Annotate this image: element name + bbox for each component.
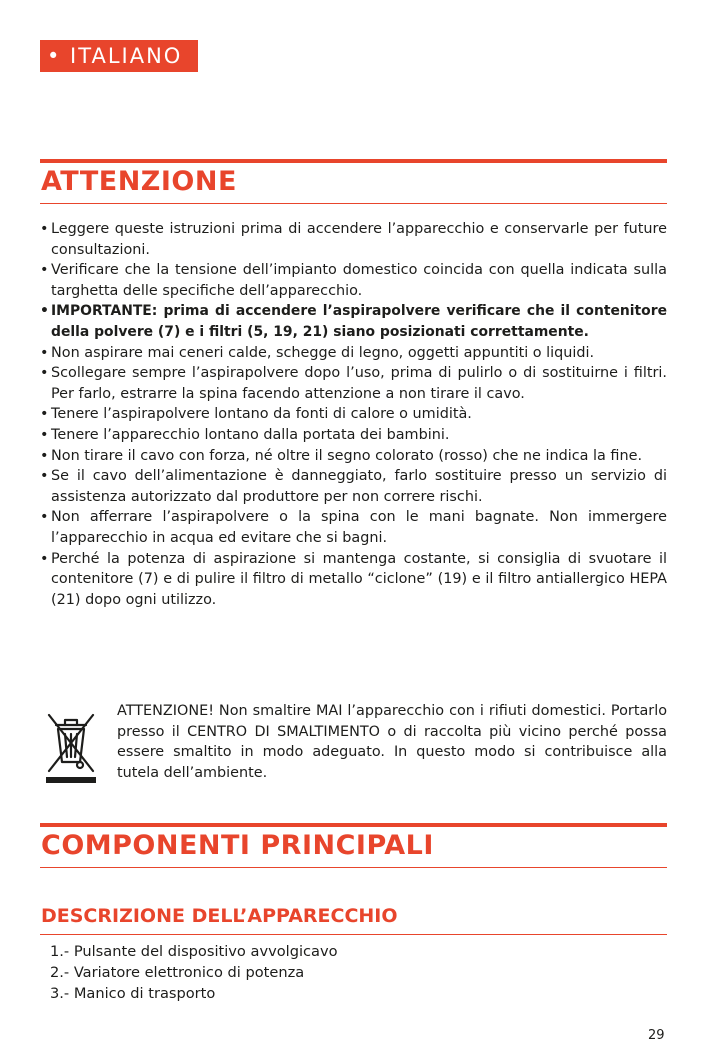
parts-list — [50, 941, 338, 1004]
warning-list — [40, 219, 667, 610]
warning-item: • Non afferrare l’aspirapolvere o la spina con le mani bagnate. Non immergere l’apparecchio in acqua ed evitare che si bagni. — [40, 507, 667, 548]
section-rule-thin — [40, 203, 667, 204]
warning-item: • Tenere l’apparecchio lontano dalla portata dei bambini. — [40, 425, 667, 446]
warning-item: • Non aspirare mai ceneri calde, schegge di legno, oggetti appuntiti o liquidi. — [40, 343, 667, 364]
language-badge: • ITALIANO — [40, 40, 198, 72]
warning-item: • Non tirare il cavo con forza, né oltre il segno colorato (rosso) che ne indica la fine. — [40, 446, 667, 467]
disposal-text: ATTENZIONE! Non smaltire MAI l’apparecchio con i rifiuti domestici. Portarlo presso il CENTRO DI SMALTIMENTO o di raccolta più vicino perché possa essere smaltito in modo adeguato. In questo modo si contribuisce alla tutela dell’ambiente. — [117, 703, 667, 781]
subsection-title: DESCRIZIONE DELL’APPARECCHIO — [41, 905, 398, 927]
part-item: 1.- Pulsante del dispositivo avvolgicavo — [50, 943, 338, 960]
section-title-components: COMPONENTI PRINCIPALI — [41, 830, 434, 861]
warning-item: • Perché la potenza di aspirazione si mantenga costante, si consiglia di svuotare il contenitore (7) e di pulire il filtro di metallo “ciclone” (19) e il filtro antiallergico HEPA (21) dopo ogni utilizzo. — [40, 549, 667, 611]
warning-item-important: • IMPORTANTE: prima di accendere l’aspirapolvere verificare che il contenitore della polvere (7) e i filtri (5, 19, 21) siano posizionati correttamente. — [40, 301, 667, 342]
section-rule-thick — [40, 159, 667, 163]
section-rule-thin — [40, 867, 667, 868]
warning-item: • Scollegare sempre l’aspirapolvere dopo l’uso, prima di pulirlo o di sostituirne i filtri. Per farlo, estrarre la spina facendo attenzione a non tirare il cavo. — [40, 363, 667, 404]
section-rule-thick — [40, 823, 667, 827]
part-item: 2.- Variatore elettronico di potenza — [50, 964, 305, 981]
warning-item: • Verificare che la tensione dell’impianto domestico coincida con quella indicata sulla targhetta delle specifiche dell’apparecchio. — [40, 260, 667, 301]
section-title-warning: ATTENZIONE — [41, 166, 237, 197]
page-number: 29 — [648, 1028, 665, 1043]
warning-item: • Leggere queste istruzioni prima di accendere l’apparecchio e conservarle per future consultazioni. — [40, 219, 667, 260]
warning-item: • Se il cavo dell’alimentazione è danneggiato, farlo sostituire presso un servizio di assistenza autorizzato dal produttore per non correre rischi. — [40, 466, 667, 507]
subsection-rule — [40, 934, 667, 935]
crossed-out-wheelie-bin-icon — [46, 707, 96, 783]
part-item: 3.- Manico di trasporto — [50, 985, 216, 1002]
warning-item: • Tenere l’aspirapolvere lontano da fonti di calore o umidità. — [40, 404, 667, 425]
